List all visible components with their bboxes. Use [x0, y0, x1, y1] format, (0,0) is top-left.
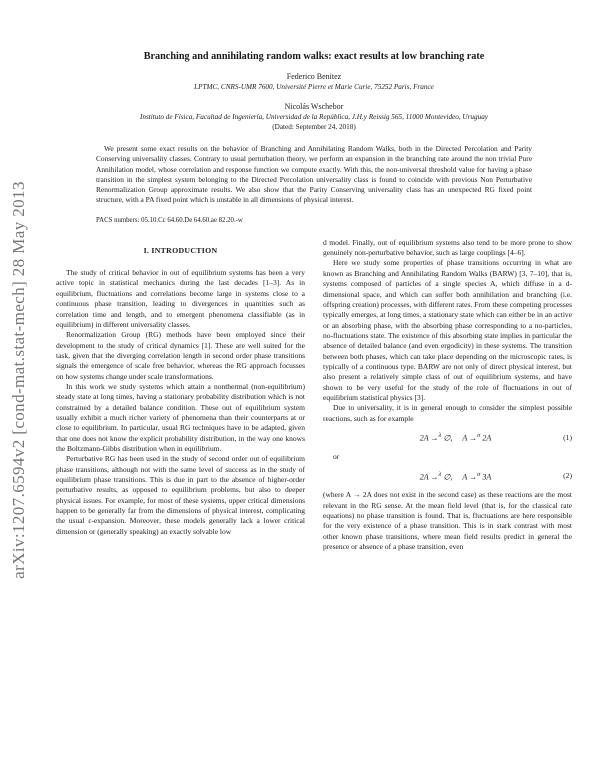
equation-2-body: 2A →$^\lambda$ ∅, A →$^\sigma$ 3A	[419, 470, 492, 482]
right-column	[323, 238, 572, 553]
left-column	[56, 238, 305, 553]
paragraph: Renormalization Group (RG) methods have been employed since their development to the study of critical dynamics [1]. These are well suited for the task, given that the diverging correlation length in second order phase transitions signals the emergence of scale free behavior, whereas the RG approach focusses on how systems change under scale transformations.	[56, 330, 305, 381]
arxiv-identifier-stamp	[4, 150, 34, 610]
affiliation-1: LPTMC, CNRS-UMR 7600, Université Pierre et Marie Curie, 75252 Paris, France	[194, 83, 434, 91]
section-heading-introduction: I. INTRODUCTION	[143, 245, 218, 255]
paragraph: In this work we study systems which attain a nonthermal (non-equilibrium) steady state at long times, having a stationary probability distribution which is not constrained by a detailed balance condition. These out of equilibrium system usually exhibit a much richer variety of phenomena than their counterparts at or close to equilibrium. In particular, usual RG techniques have to be adapted, given that one does not know the explicit probability distribution, in the way one knows the Boltzmann-Gibbs distribution when in equilibrium.	[56, 381, 305, 453]
paragraph: The study of critical behavior in out of equilibrium systems has been a very active topic in statistical mechanics during the last decades [1–3]. As in equilibrium, fluctuations and correlations become large in systems close to a continuous phase transition, leading to divergences in quantities such as correlation time and length, and to emergent phenomena classifiable (as in equilibrium) in different universality classes.	[56, 268, 305, 329]
equation-1	[323, 426, 572, 450]
two-column-body	[56, 238, 572, 553]
author-2: Nicolás Wschebor	[284, 102, 344, 111]
pacs-numbers: PACS numbers: 05.10.Cc 64.60.De 64.60.ae 82.20.-w	[96, 216, 243, 224]
equation-2	[323, 464, 572, 488]
paragraph: Here we study some properties of phase transitions occurring in what are known as Branching and Annihilating Random Walks (BARW) [3, 7–10], that is, systems composed of particles of a single species A, which diffuse in a d-dimensional space, and which can suffer both annihilation and branching (i.e. offspring creation) processes, with different rates. From these competing processes typically emerges, at long times, a stationary state which can either be in an active or an absorbing phase, with the absorbing phase corresponding to a no-particles, no-fluctuations state. The existence of this absorbing state implies in particular the absence of detailed balance (and even ergodicity) in these systems. The transition between both phases, which can take place depending on the microscopic rates, is typically of a continuous type. BARW are not only of direct physical interest, but also present a relatively simple class of out of equilibrium systems, and have shown to be very useful for the study of the role of fluctuations in out of equilibrium statistical physics [3].	[323, 258, 572, 402]
paragraph: (where A → 2A does not exist in the second case) as these reactions are the most relevant in the RG sense. At the mean field level (that is, for the classical rate equations) no phase transition is found. That is, fluctuations are here responsible for the very existence of a phase transition. This is in stark contrast with most other known phase transitions, where mean field results predict in general the presence or absence of a phase transition, even	[323, 490, 572, 552]
paragraph: Perturbative RG has been used in the study of second order out of equilibrium phase transitions, although not with the same level of success as in the study of equilibrium phase transitions. This is due in part to the absence of higher-order perturbative results, as opposed to equilibrium problems, but also to deeper physical issues. For example, for most of these systems, upper critical dimensions happen to be generally far from the dimensions of physical interest, complicating the usual ε-expansion. Moreover, these models generally lack a lower critical dimension or (generally speaking) an exactly solvable low	[56, 454, 305, 536]
arxiv-id-text: arXiv:1207.6594v2 [cond-mat.stat-mech] 28 May 2013	[9, 181, 29, 579]
paragraph: d model. Finally, out of equilibrium systems also tend to be more prone to show genuinely non-perturbative behavior, such as large couplings [4–6].	[323, 237, 572, 258]
author-1: Federico Benitez	[286, 72, 342, 81]
affiliation-2: Instituto de Física, Facultad de Ingeniería, Universidad de la República, J.H.y Reissig 565, 11000 Montevideo, Uruguay	[140, 113, 488, 121]
or-text: or	[333, 451, 340, 461]
equation-1-number: (1)	[563, 432, 572, 442]
paragraph: Due to universality, it is in general enough to consider the simplest possible reactions, such as for example	[323, 403, 572, 423]
paper-title: Branching and annihilating random walks: exact results at low branching rate	[143, 51, 485, 62]
paper-page	[56, 50, 572, 552]
equation-1-body: 2A →$^\lambda$ ∅, A →$^\sigma$ 2A	[419, 432, 492, 444]
dated-line: (Dated: September 24, 2018)	[272, 123, 356, 131]
abstract: We present some exact results on the behavior of Branching and Annihilating Random Walks, both in the Directed Percolation and Parity Conserving universality classes. Contrary to usual perturbation theory, we perform an expansion in the branching rate around the non trivial Pure Annihilation model, whose correlation and response function we compute exactly. With this, the non-universal threshold value for having a phase transition in the simplest system belonging to the Directed Percolation universality class is found to coincide with previous Non Perturbative Renormalization Group approximate results. We also show that the Parity Conserving universality class has an unexpected RG fixed point structure, with a PA fixed point which is unstable in all dimensions of physical interest.	[96, 144, 532, 205]
equation-2-number: (2)	[563, 471, 572, 481]
